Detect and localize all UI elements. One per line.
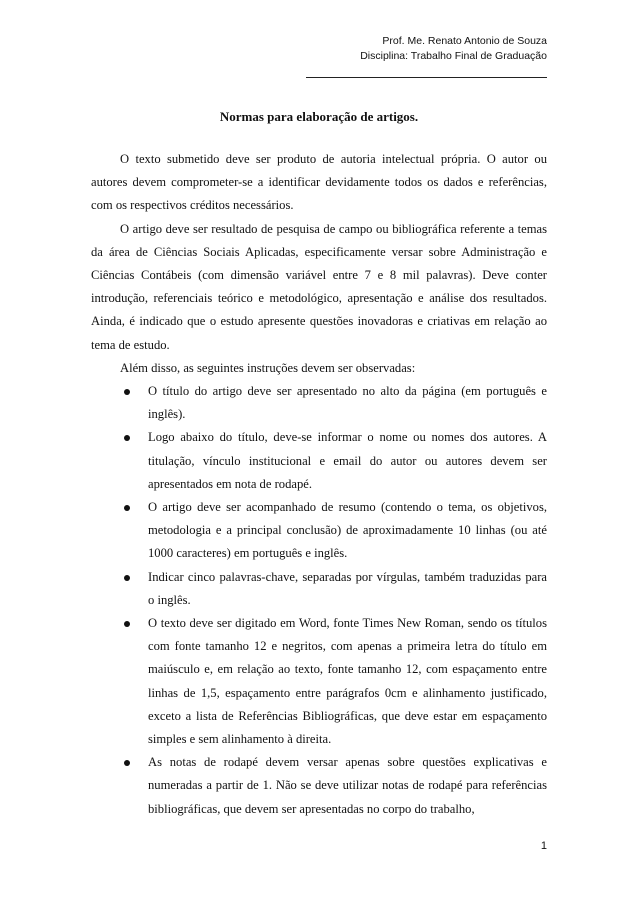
header-author: Prof. Me. Renato Antonio de Souza <box>382 35 547 47</box>
list-item <box>91 380 547 426</box>
bullet-icon <box>124 760 130 766</box>
list-item-text: O artigo deve ser acompanhado de resumo (contendo o tema, os objetivos, metodologia e a principal conclusão) de aproximadamente 10 linhas (ou até 1000 caracteres) em português e inglês. <box>148 500 547 561</box>
bullet-icon <box>124 435 130 441</box>
document-title: Normas para elaboração de artigos. <box>219 109 419 124</box>
instructions-list <box>91 380 547 821</box>
paragraph-authorship: O texto submetido deve ser produto de autoria intelectual própria. O autor ou autores devem comprometer-se a identificar devidamente todos os dados e referências, com os respectivos créditos necessários. <box>91 152 547 213</box>
bullet-icon <box>124 621 130 627</box>
paragraph-scope: O artigo deve ser resultado de pesquisa de campo ou bibliográfica referente a temas da área de Ciências Sociais Aplicadas, especificamente versar sobre Administração e Ciências Contábeis (com dimensão variável entre 7 e 8 mil palavras). Deve conter introdução, referenciais teórico e metodológico, apresentação e análise dos resultados. Ainda, é indicado que o estudo apresente questões inovadoras e criativas em relação ao tema de estudo. <box>91 221 547 352</box>
list-item <box>91 751 547 821</box>
list-item <box>91 612 547 751</box>
list-item <box>91 496 547 566</box>
page-number: 1 <box>540 840 547 852</box>
list-item-text: Indicar cinco palavras-chave, separadas por vírgulas, também traduzidas para o inglês. <box>148 569 547 607</box>
list-item <box>91 426 547 496</box>
list-item-text: O texto deve ser digitado em Word, fonte Times New Roman, sendo os títulos com fonte tamanho 12 e negritos, com apenas a primeira letra do título em maiúsculo e, em relação ao texto, fonte tamanho 12, com espaçamento entre linhas de 1,5, espaçamento entre parágrafos 0cm e alinhamento justificado, exceto a lista de Referências Bibliográficas, que deve estar em espaçamento simples e sem alinhamento à direita. <box>148 616 547 747</box>
list-item-text: O título do artigo deve ser apresentado no alto da página (em português e inglês). <box>148 384 547 422</box>
list-item <box>91 566 547 612</box>
list-item-text: Logo abaixo do título, deve-se informar o nome ou nomes dos autores. A titulação, vínculo institucional e email do autor ou autores devem ser apresentados em nota de rodapé. <box>148 430 547 491</box>
bullet-icon <box>124 575 130 581</box>
bullet-icon <box>124 389 130 395</box>
bullet-icon <box>124 505 130 511</box>
paragraph-instructions-intro: Além disso, as seguintes instruções devem ser observadas: <box>120 360 416 375</box>
page-header <box>360 34 547 64</box>
list-item-text: As notas de rodapé devem versar apenas sobre questões explicativas e numeradas a partir de 1. Não se deve utilizar notas de rodapé para referências bibliográficas, que devem ser apresentadas no corpo do trabalho, <box>148 755 547 816</box>
document-body <box>91 148 547 821</box>
header-discipline: Disciplina: Trabalho Final de Graduação <box>360 50 547 62</box>
header-rule <box>306 77 547 78</box>
